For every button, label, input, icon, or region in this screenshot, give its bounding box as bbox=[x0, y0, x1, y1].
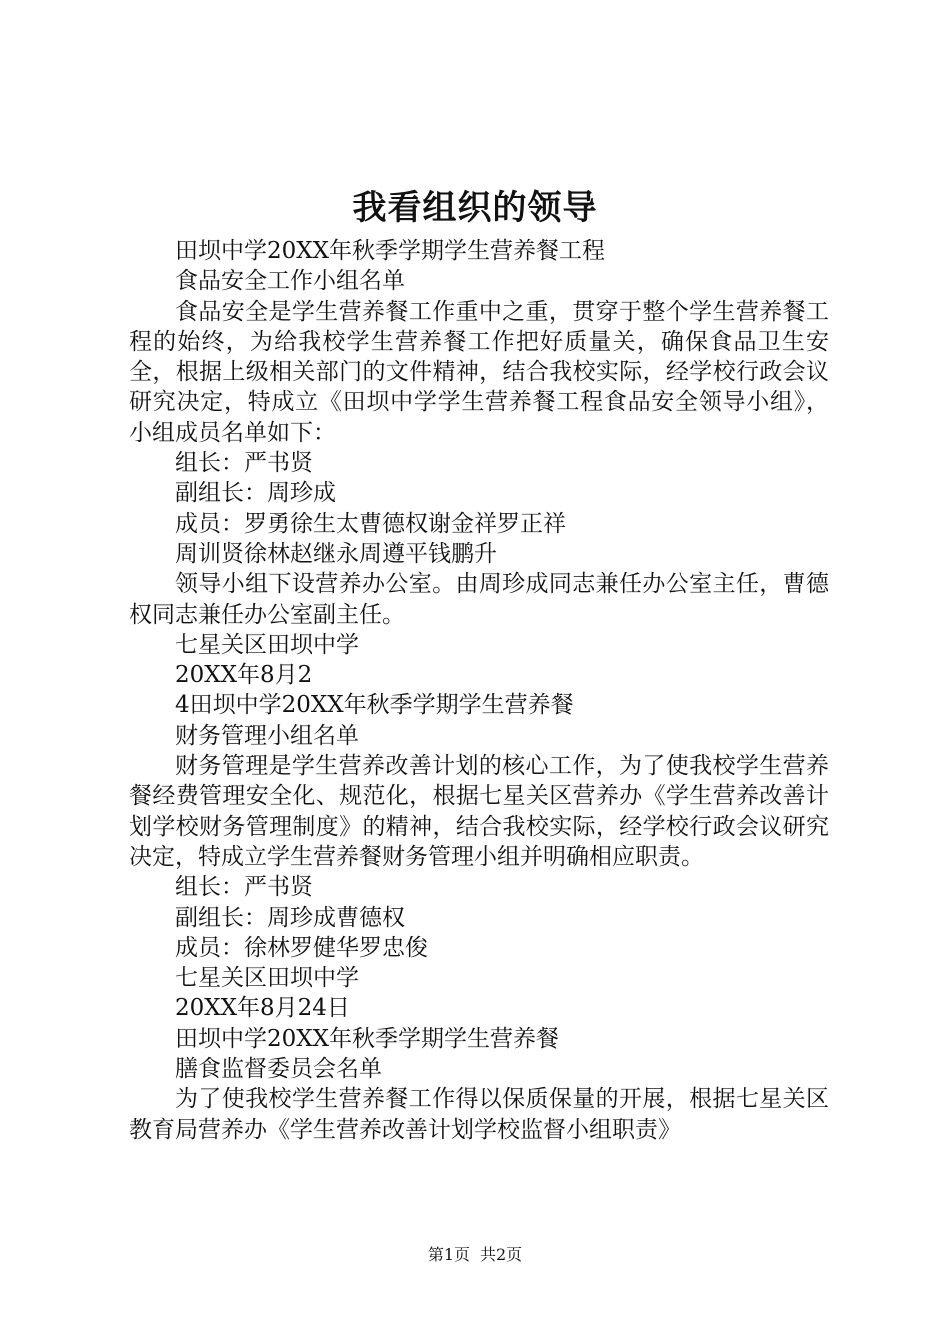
paragraph: 为了使我校学生营养餐工作得以保质保量的开展，根据七星关区教育局营养办《学生营养改善计划学校监督小组职责》 bbox=[129, 1086, 829, 1143]
paragraph: 组长：严书贤 bbox=[175, 874, 313, 901]
paragraph: 七星关区田坝中学 bbox=[175, 631, 359, 658]
paragraph: 副组长：周珍成曹德权 bbox=[175, 904, 405, 931]
paragraph: 七星关区田坝中学 bbox=[175, 965, 359, 992]
paragraph: 食品安全工作小组名单 bbox=[175, 268, 405, 295]
page-number: 第1页 bbox=[427, 1245, 470, 1264]
paragraph: 膳食监督委员会名单 bbox=[175, 1056, 382, 1083]
paragraph: 食品安全是学生营养餐工作重中之重，贯穿于整个学生营养餐工程的始终，为给我校学生营养餐工作把好质量关，确保食品卫生安全，根据上级相关部门的文件精神，结合我校实际，经学校行政会议研究决定，特成立《田坝中学学生营养餐工程食品安全领导小组》，小组成员名单如下： bbox=[129, 298, 829, 446]
paragraph: 4田坝中学20XX年秋季学期学生营养餐 bbox=[175, 692, 574, 719]
paragraph: 成员：罗勇徐生太曹德权谢金祥罗正祥 bbox=[175, 510, 566, 537]
paragraph: 副组长：周珍成 bbox=[175, 480, 336, 507]
paragraph: 财务管理是学生营养改善计划的核心工作，为了使我校学生营养餐经费管理安全化、规范化，根据七星关区营养办《学生营养改善计划学校财务管理制度》的精神，结合我校实际，经学校行政会议研究决定，特成立学生营养餐财务管理小组并明确相应职责。 bbox=[129, 753, 829, 870]
page-footer bbox=[0, 1244, 950, 1266]
paragraph: 田坝中学20XX年秋季学期学生营养餐工程 bbox=[175, 238, 606, 264]
paragraph: 组长：严书贤 bbox=[175, 450, 313, 477]
paragraph: 成员：徐林罗健华罗忠俊 bbox=[175, 934, 428, 961]
page-total: 共2页 bbox=[480, 1245, 523, 1264]
document-body bbox=[129, 236, 829, 1145]
paragraph: 田坝中学20XX年秋季学期学生营养餐 bbox=[175, 1025, 560, 1052]
paragraph: 周训贤徐林赵继永周遵平钱鹏升 bbox=[175, 540, 497, 567]
document-title: 我看组织的领导 bbox=[352, 188, 598, 228]
paragraph: 20XX年8月24日 bbox=[175, 995, 350, 1022]
paragraph: 20XX年8月2 bbox=[175, 662, 313, 689]
paragraph: 领导小组下设营养办公室。由周珍成同志兼任办公室主任，曹德权同志兼任办公室副主任。 bbox=[129, 571, 829, 628]
paragraph: 财务管理小组名单 bbox=[175, 722, 359, 749]
